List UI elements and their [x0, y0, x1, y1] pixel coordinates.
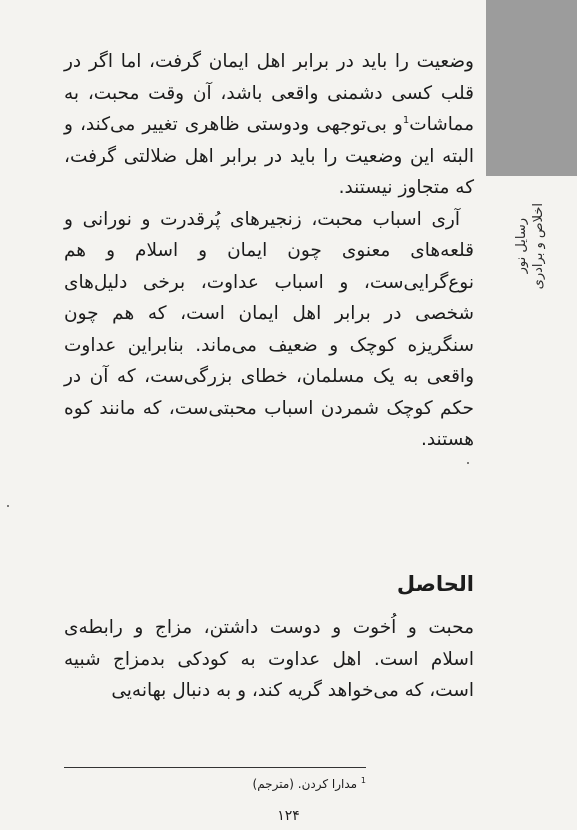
footnote-reference: 1 — [402, 114, 410, 126]
footnote — [160, 776, 366, 791]
section-paragraph: محبت و اُخوت و دوست داشتن، مزاج و رابطه‌ی اسلام است. اهل عداوت به کودکی بدمزاج شبیه است، که می‌خواهد گریه کند، و به دنبال بهانه‌یی — [64, 617, 474, 701]
print-speck — [7, 505, 9, 507]
footnote-text: مدارا کردن. (مترجم) — [252, 777, 358, 791]
paragraph-1-continued: و بی‌توجهی ودوستی ظاهری تغییر می‌کند، و البته این وضعیت را باید در برابر اهل ضلالتی گرفت، که متجاوز نیستند. — [64, 114, 474, 198]
running-head-series: اخلاص و برادری — [531, 202, 546, 290]
paragraph-1 — [64, 46, 474, 204]
print-speck — [467, 462, 469, 464]
paragraph-1-text: وضعیت را باید در برابر اهل ایمان گرفت، اما اگر در قلب کسی دشمنی واقعی باشد، آن وقت محبت، به مماشات — [64, 51, 474, 135]
body-text — [64, 46, 474, 456]
page-number: ۱۲۴ — [277, 808, 300, 824]
running-head-title: رسایل نور — [514, 218, 529, 274]
section-heading: الحاصل — [396, 572, 474, 596]
page-edge-tab — [486, 0, 577, 176]
paragraph-2: آری اسباب محبت، زنجیرهای پُرقدرت و نورانی و قلعه‌های معنوی چون ایمان و اسلام و هم نوع‌گرایی‌ست، و اسباب عداوت، برخی دلیل‌های شخصی در برابر اهل ایمان است، که هم چون سنگریزه کوچک و ضعیف می‌ماند. بنابراین عداوت واقعی به یک مسلمان، خطای بزرگی‌ست، که آن در حکم کوچک شمردن اسباب محبتی‌ست، که مانند کوه هستند. — [64, 208, 474, 450]
running-head — [490, 176, 570, 316]
footnote-marker: 1 — [360, 776, 366, 785]
footnote-divider — [64, 767, 366, 768]
